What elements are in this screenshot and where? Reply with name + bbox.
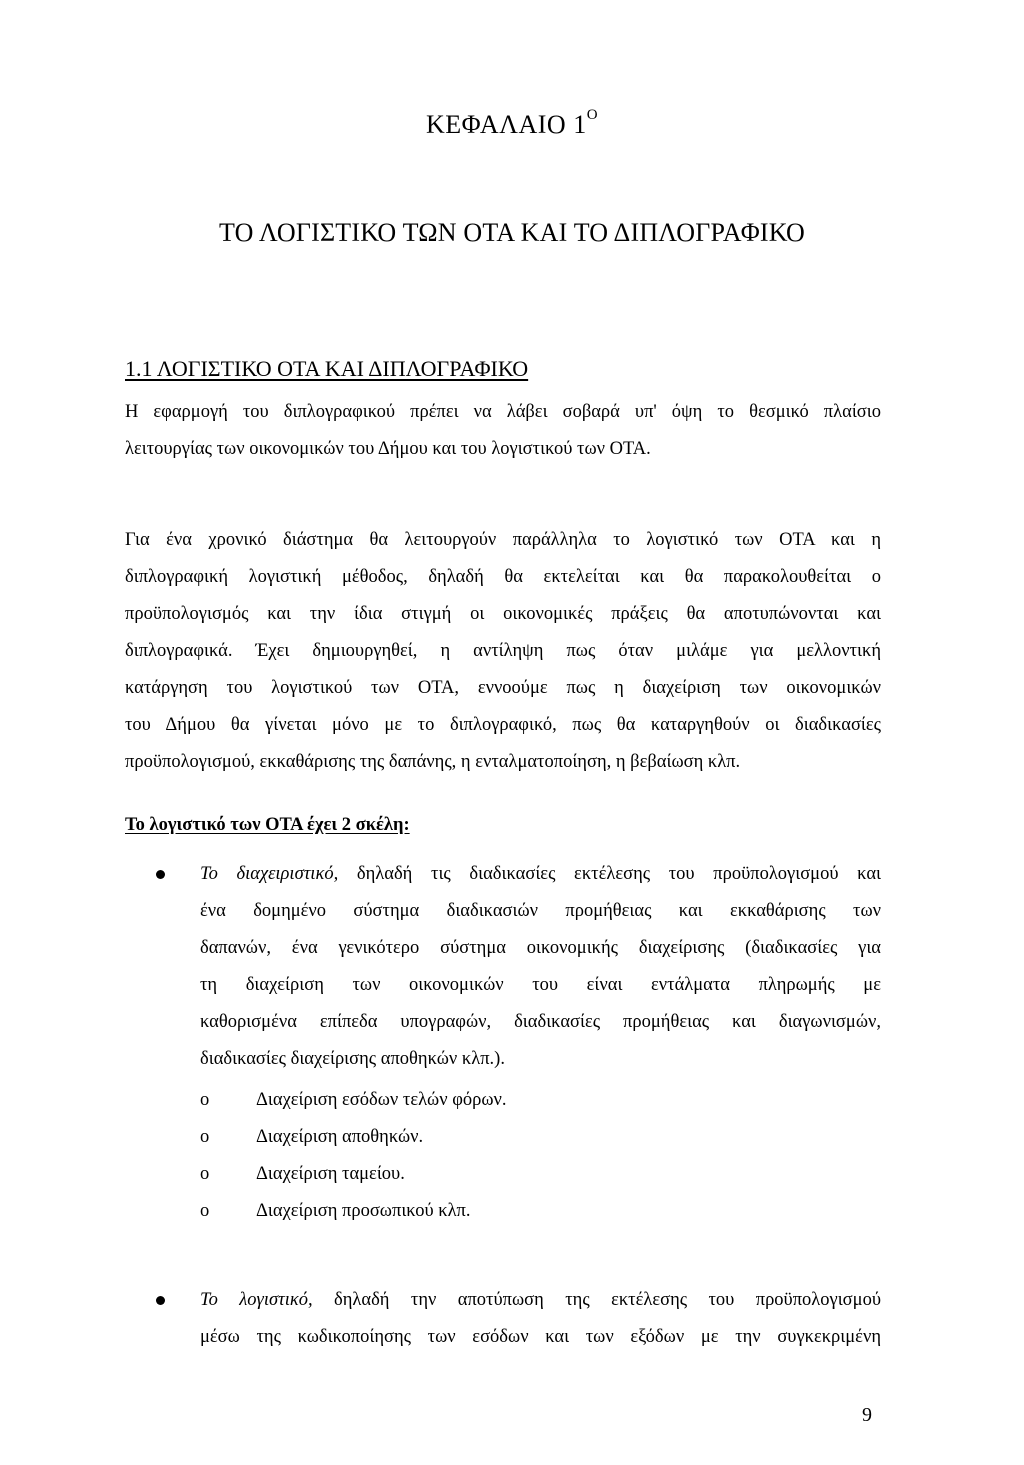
circle-marker-icon: o (200, 1164, 210, 1184)
sub-list-text: Διαχείριση αποθηκών. (256, 1127, 424, 1147)
bullet-text: δηλαδή τις διαδικασίες εκτέλεσης του προϋπολογισμού και (338, 864, 881, 884)
paragraph-main (125, 522, 881, 781)
circle-marker-icon: o (200, 1090, 210, 1110)
chapter-superscript: O (586, 107, 599, 124)
circle-marker-icon: o (200, 1201, 210, 1221)
bullet-text: δηλαδή την αποτύπωση της εκτέλεσης του προϋπολογισμού (312, 1290, 881, 1310)
sub-list-item (200, 1193, 471, 1230)
bullet-icon (156, 1296, 165, 1305)
paragraph-line: κατάργηση του λογιστικού των ΟΤΑ, εννοούμε πως η διαχείριση των οικονομικών (125, 678, 881, 698)
sub-list-item (200, 1119, 423, 1156)
paragraph-line: διπλογραφικά. Έχει δημιουργηθεί, η αντίληψη πως όταν μιλάμε για μελλοντική (125, 641, 881, 661)
bullet-item-administrative (200, 856, 881, 1078)
paragraph-line: του Δήμου θα γίνεται μόνο με το διπλογραφικό, πως θα καταργηθούν οι διαδικασίες (125, 715, 881, 735)
bullet-line (200, 1282, 881, 1319)
paragraph-line: διπλογραφική λογιστική μέθοδος, δηλαδή θα εκτελείται και θα παρακολουθείται ο (125, 567, 881, 587)
chapter-heading (0, 107, 1024, 140)
bullet-line: διαδικασίες διαχείρισης αποθηκών κλπ.). (200, 1049, 505, 1069)
chapter-label: ΚΕΦΑΛΑΙΟ 1 (425, 110, 587, 139)
subheading: Το λογιστικό των ΟΤΑ έχει 2 σκέλη: (125, 815, 410, 835)
paragraph-line: προϋπολογισμός και την ίδια στιγμή οι οικονομικές πράξεις θα αποτυπώνονται και (125, 604, 881, 624)
bullet-lead-italic: Το διαχειριστικό, (200, 864, 339, 884)
paragraph-line: Η εφαρμογή του διπλογραφικού πρέπει να λάβει σοβαρά υπ' όψη το θεσμικό πλαίσιο (125, 402, 881, 422)
bullet-line: μέσω της κωδικοποίησης των εσόδων και των εξόδων με την συγκεκριμένη (200, 1327, 881, 1347)
bullet-icon (156, 870, 165, 879)
paragraph-line: λειτουργίας των οικονομικών του Δήμου και του λογιστικού των ΟΤΑ. (125, 439, 651, 459)
page-title: ΤΟ ΛΟΓΙΣΤΙΚΟ ΤΩΝ ΟΤΑ ΚΑΙ ΤΟ ΔΙΠΛΟΓΡΑΦΙΚΟ (219, 218, 805, 247)
bullet-line: τη διαχείριση των οικονομικών του είναι εντάλματα πληρωμής με (200, 975, 881, 995)
section-heading: 1.1 ΛΟΓΙΣΤΙΚΟ ΟΤΑ ΚΑΙ ΔΙΠΛΟΓΡΑΦΙΚΟ (125, 356, 529, 381)
circle-marker-icon: o (200, 1127, 210, 1147)
sub-list-text: Διαχείριση ταμείου. (256, 1164, 405, 1184)
sub-list-item (200, 1082, 507, 1119)
paragraph-intro (125, 394, 881, 468)
bullet-line: δαπανών, ένα γενικότερο σύστημα οικονομικής διαχείρισης (διαδικασίες για (200, 938, 881, 958)
bullet-line: ένα δομημένο σύστημα διαδικασιών προμήθειας και εκκαθάρισης των (200, 901, 881, 921)
page-number: 9 (862, 1404, 872, 1426)
bullet-line: καθορισμένα επίπεδα υπογραφών, διαδικασίες προμήθειας και διαγωνισμών, (200, 1012, 881, 1032)
paragraph-line: Για ένα χρονικό διάστημα θα λειτουργούν παράλληλα το λογιστικό των ΟΤΑ και η (125, 530, 881, 550)
sub-list-text: Διαχείριση εσόδων τελών φόρων. (256, 1090, 507, 1110)
bullet-line (200, 856, 881, 893)
bullet-lead-italic: Το λογιστικό, (200, 1290, 313, 1310)
sub-list-text: Διαχείριση προσωπικού κλπ. (256, 1201, 471, 1221)
sub-list-item (200, 1156, 405, 1193)
bullet-item-accounting (200, 1282, 881, 1356)
paragraph-line: προϋπολογισμού, εκκαθάρισης της δαπάνης, η ενταλματοποίηση, η βεβαίωση κλπ. (125, 752, 741, 772)
